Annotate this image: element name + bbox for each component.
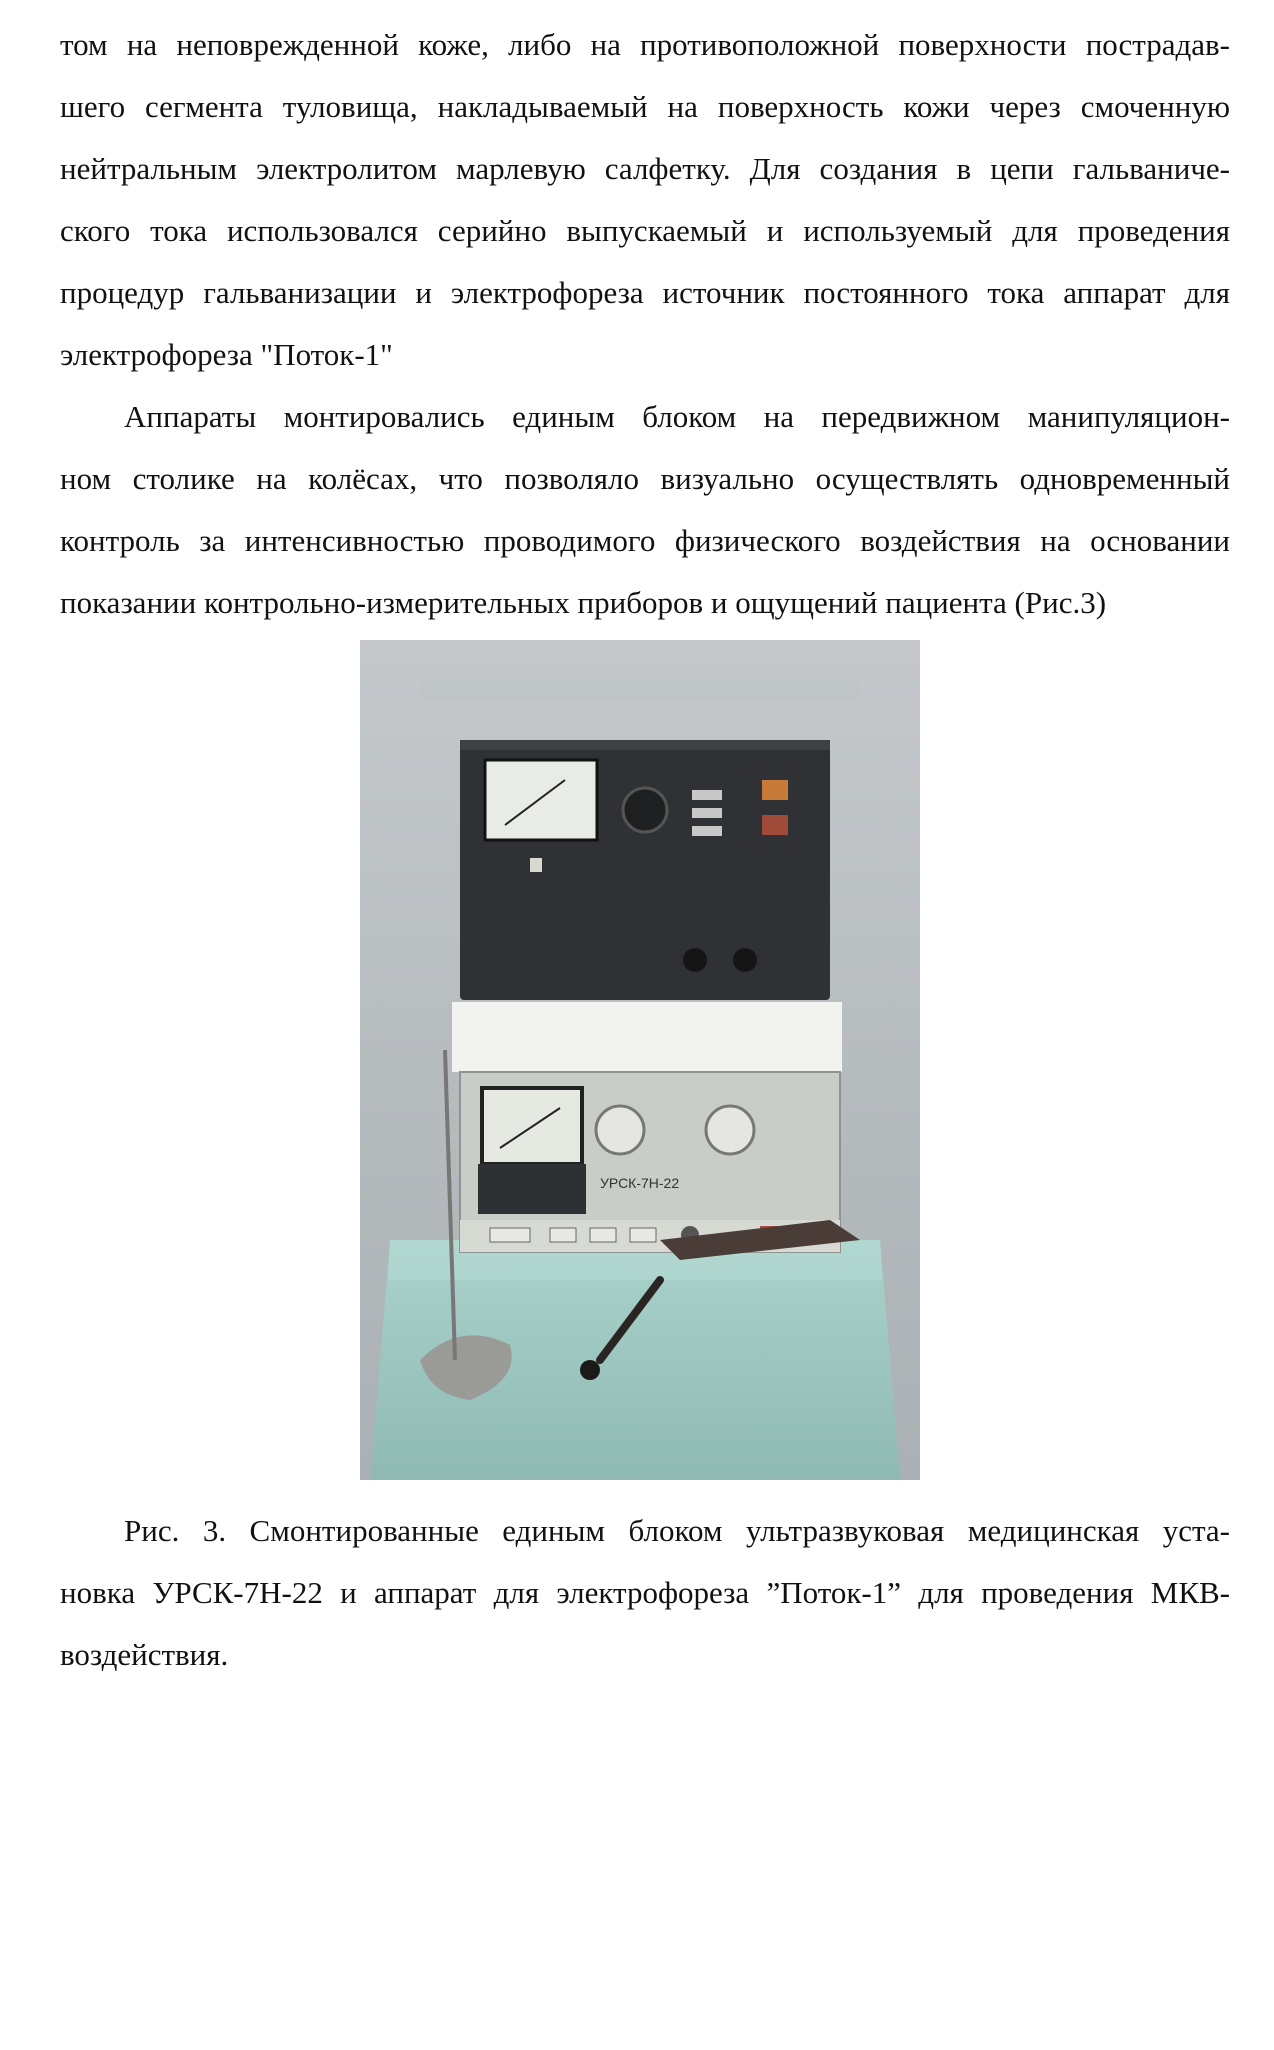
device-photo-illustration — [360, 640, 920, 1480]
text-line: процедур гальванизации и электрофореза источник постоянного тока аппарат для — [60, 275, 1230, 310]
paragraph-2 — [60, 386, 1230, 634]
text-line: показании контрольно-измерительных приборов и ощущений пациента (Рис.3) — [60, 585, 1107, 620]
figure-photo — [360, 640, 920, 1480]
caption-line: воздействия. — [60, 1637, 229, 1672]
text-line: нейтральным электролитом марлевую салфетку. Для создания в цепи гальваниче- — [60, 151, 1230, 186]
caption-line: новка УРСК-7Н-22 и аппарат для электрофореза ”Поток-1” для проведения МКВ- — [60, 1575, 1230, 1610]
device-label-text: УРСК-7Н-22 — [600, 1175, 680, 1191]
text-line: контроль за интенсивностью проводимого физического воздействия на основании — [60, 523, 1230, 558]
figure-caption — [60, 1500, 1230, 1686]
caption-line: Рис. 3. Смонтированные единым блоком ультразвуковая медицинская уста- — [124, 1513, 1230, 1548]
text-line: ном столике на колёсах, что позволяло визуально осуществлять одновременный — [60, 461, 1230, 496]
text-line: шего сегмента туловища, накладываемый на поверхность кожи через смоченную — [60, 89, 1230, 124]
paragraph-1 — [60, 14, 1230, 386]
text-line: Аппараты монтировались единым блоком на передвижном манипуляцион- — [124, 399, 1230, 434]
electrophoresis-device — [460, 740, 830, 1000]
text-line: ского тока использовался серийно выпускаемый и используемый для проведения — [60, 213, 1230, 248]
text-line: электрофореза "Поток-1" — [60, 337, 393, 372]
ultrasound-device — [460, 1072, 840, 1252]
paper-strip — [452, 1002, 842, 1072]
text-line: том на неповрежденной коже, либо на противоположной поверхности пострадав- — [60, 27, 1230, 62]
